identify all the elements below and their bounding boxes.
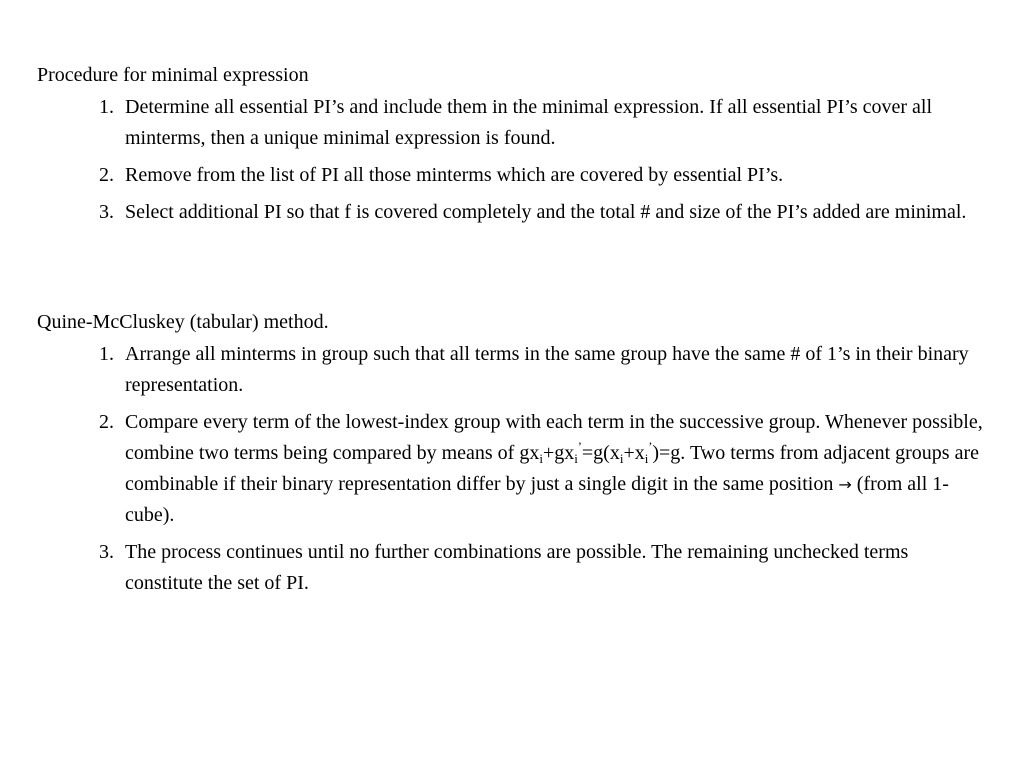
item-number: 2.	[99, 164, 114, 186]
item-number: 3.	[99, 541, 114, 563]
steps-list	[37, 92, 987, 228]
section-minimal-expression	[37, 60, 987, 234]
formula-subscript: i	[574, 451, 578, 466]
right-arrow-icon: →	[838, 475, 852, 494]
item-text: The process continues until no further combinations are possible. The remaining unchecked terms constitute the set of PI.	[125, 541, 909, 594]
section-heading: Procedure for minimal expression	[37, 64, 309, 86]
formula-prime: ’	[648, 439, 653, 453]
list-item	[37, 339, 987, 401]
formula-subscript: i	[539, 451, 543, 466]
formula-part: +x	[623, 442, 645, 464]
steps-list	[37, 339, 987, 599]
combination-formula	[519, 439, 686, 466]
formula-prime: ’	[577, 439, 582, 453]
formula-part: =g(x	[581, 442, 620, 464]
item-text: Remove from the list of PI all those minterms which are covered by essential PI’s.	[125, 164, 784, 186]
list-item	[37, 407, 987, 531]
item-text: Compare every term of the lowest-index group with each term in the successive group. Whenever possible, combine two terms being compared by means of	[125, 411, 983, 464]
list-item	[37, 92, 987, 154]
item-text: Select additional PI so that f is covered completely and the total # and size of the PI’s added are minimal.	[125, 201, 967, 223]
item-number: 2.	[99, 411, 114, 433]
section-quine-mccluskey	[37, 307, 987, 605]
list-item	[37, 537, 987, 599]
item-text: (from all 1-cube).	[125, 473, 949, 526]
item-number: 1.	[99, 96, 114, 118]
formula-part: gx	[519, 442, 540, 464]
item-text: Arrange all minterms in group such that all terms in the same group have the same # of 1’s in their binary representation.	[125, 343, 969, 396]
item-text: Determine all essential PI’s and include them in the minimal expression. If all essential PI’s cover all minterms, then a unique minimal expression is found.	[125, 96, 933, 149]
item-number: 3.	[99, 201, 114, 223]
item-number: 1.	[99, 343, 114, 365]
formula-part: )=g.	[652, 442, 686, 464]
formula-subscript: i	[619, 451, 624, 466]
formula-part: +gx	[542, 442, 575, 464]
formula-subscript: i	[644, 451, 649, 466]
item-text: Two terms from adjacent groups are combinable if their binary representation differ by just a single digit in the same position	[125, 442, 980, 495]
list-item	[37, 197, 987, 228]
section-heading: Quine-McCluskey (tabular) method.	[37, 311, 329, 333]
list-item	[37, 160, 987, 191]
